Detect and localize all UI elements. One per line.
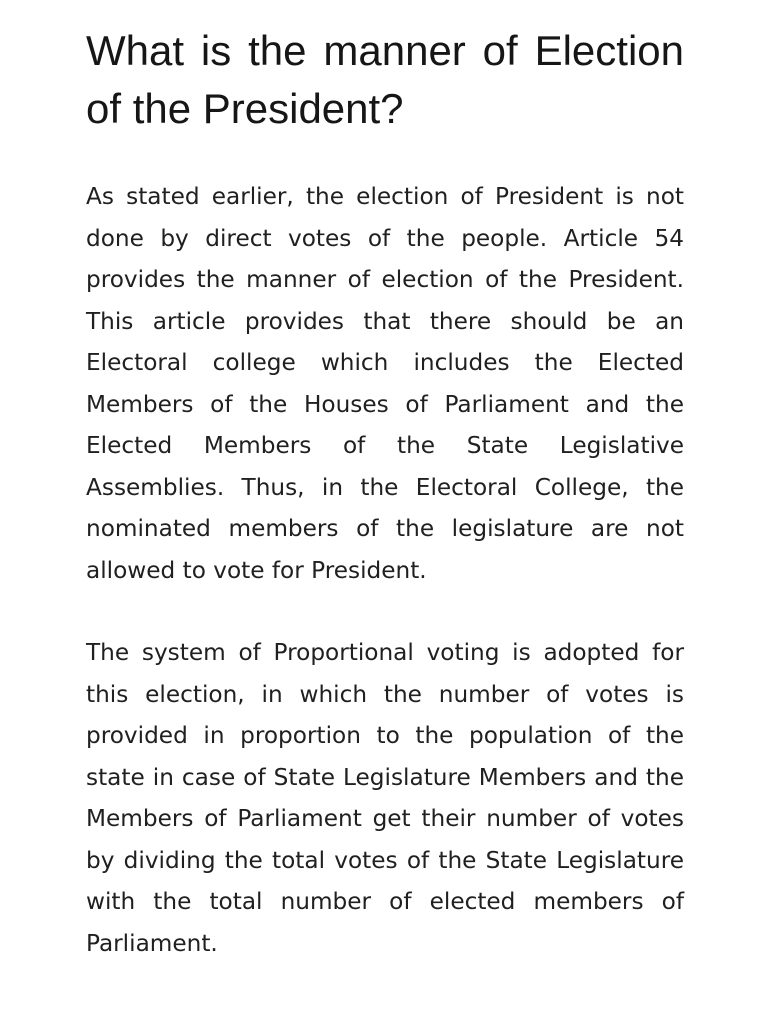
article-title: What is the manner of Election of the President? xyxy=(86,27,684,132)
article-paragraph: As stated earlier, the election of President is not done by direct votes of the people. Article 54 provides the manner of election of the President. This article provides that there should be an Electoral college which includes the Elected Members of the Houses of Parliament and the Elected Members of the State Legislative Assemblies. Thus, in the Electoral College, the nominated members of the legislature are not allowed to vote for President. xyxy=(86,183,684,584)
article-body xyxy=(86,22,684,964)
article-paragraph: The system of Proportional voting is adopted for this election, in which the number of votes is provided in proportion to the population of the state in case of State Legislature Members and the Members of Parliament get their number of votes by dividing the total votes of the State Legislature with the total number of elected members of Parliament. xyxy=(86,639,684,957)
